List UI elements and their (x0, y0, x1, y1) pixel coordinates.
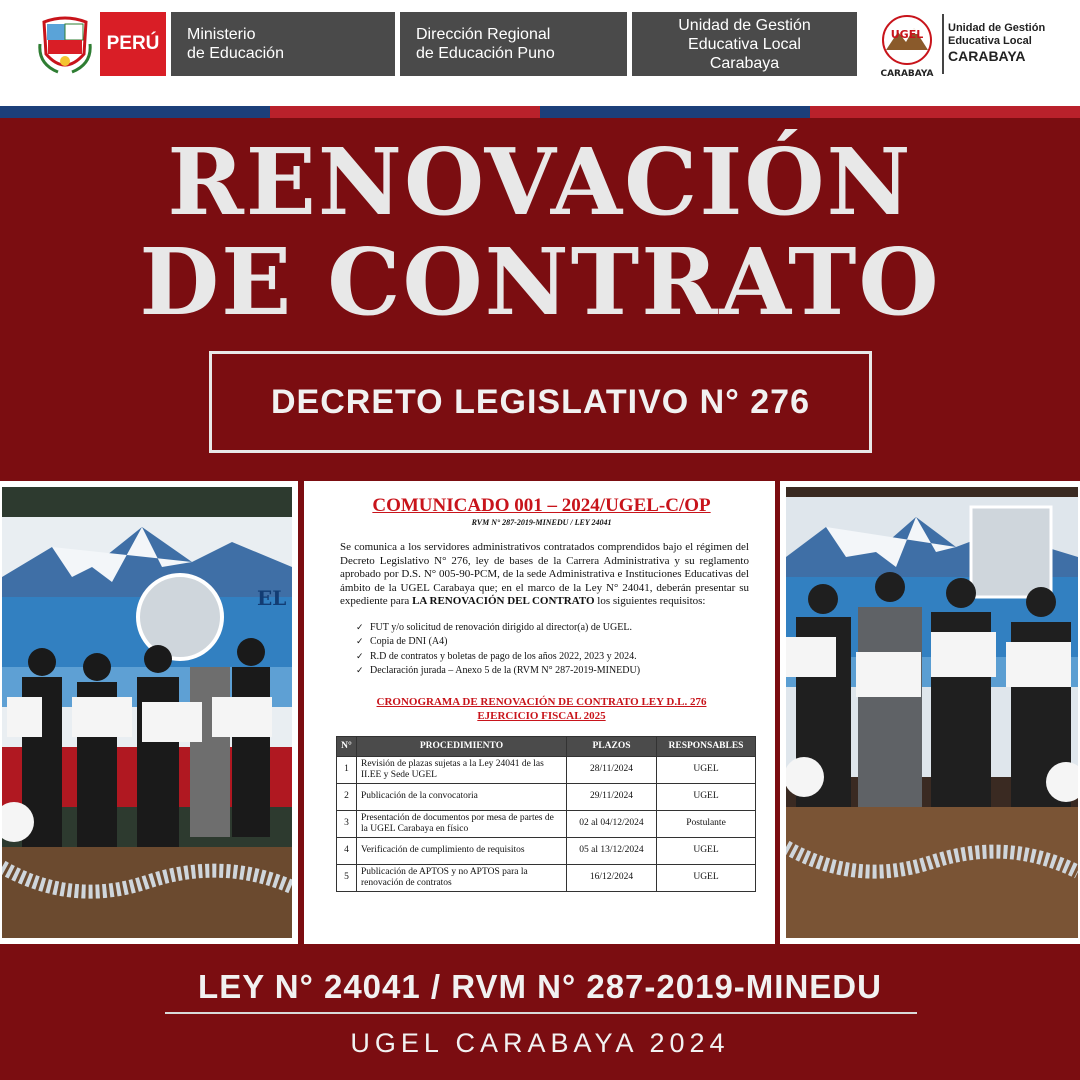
cell-responsable: UGEL (657, 783, 756, 810)
ministerio-box (171, 12, 395, 76)
table-row (337, 783, 756, 810)
cell-n: 2 (337, 783, 357, 810)
title-line1: RENOVACIÓN (167, 128, 913, 236)
unidad-line1: Unidad de Gestión (678, 16, 811, 34)
doc-subtitle: RVM N° 287-2019-MINEDU / LEY 24041 (471, 518, 612, 527)
direccion-line1: Dirección Regional (416, 26, 551, 43)
left-banner-text: EL (257, 586, 287, 610)
unidad-line2: Educativa Local (688, 35, 801, 53)
cell-procedimiento: Presentación de documentos por mesa de partes de la UGEL Carabaya en físico (357, 810, 567, 837)
title-line2: DE CONTRATO (139, 228, 941, 336)
unidad-box (632, 12, 857, 76)
table-row (337, 864, 756, 891)
ugel-year-text: UGEL CARABAYA 2024 (350, 1028, 730, 1058)
cronograma-line2: EJERCICIO FISCAL 2025 (477, 709, 606, 722)
doc-title: COMUNICADO 001 – 2024/UGEL-C/OP (372, 495, 711, 516)
ugel-side-line1: Unidad de Gestión (948, 22, 1046, 34)
doc-body (334, 541, 749, 609)
header-bar (0, 0, 1080, 118)
cell-responsable: UGEL (657, 837, 756, 864)
header-n: N° (337, 736, 357, 756)
header-procedimiento: PROCEDIMIENTO (357, 736, 567, 756)
doc-body-bold: LA RENOVACIÓN DEL CONTRATO (412, 595, 595, 608)
requisito-item: ✓ FUT y/o solicitud de renovación dirigido al director(a) de UGEL. (356, 621, 749, 636)
cronograma-title (334, 695, 749, 723)
direccion-line2: de Educación Puno (416, 45, 555, 62)
cronograma-line1: CRONOGRAMA DE RENOVACIÓN DE CONTRATO LEY D.L. 276 (376, 695, 707, 708)
cell-n: 3 (337, 810, 357, 837)
cell-procedimiento: Revisión de plazas sujetas a la Ley 24041 de las II.EE y Sede UGEL (357, 756, 567, 783)
cell-n: 5 (337, 864, 357, 891)
ceremony-photo-right-icon (786, 487, 1078, 938)
ugel-carabaya-logo-icon (872, 10, 942, 80)
cell-procedimiento: Publicación de APTOS y no APTOS para la renovación de contratos (357, 864, 567, 891)
ugel-side-text (948, 22, 1045, 64)
header-plazos: PLAZOS (567, 736, 657, 756)
table-header-row (337, 736, 756, 756)
footer-divider (165, 1012, 917, 1014)
unidad-line3: Carabaya (709, 54, 780, 72)
cell-procedimiento: Publicación de la convocatoria (357, 783, 567, 810)
table-row (337, 756, 756, 783)
cell-plazo: 28/11/2024 (567, 756, 657, 783)
ugel-side-line2: Educativa Local (948, 35, 1032, 47)
header-stripe (0, 106, 1080, 118)
requisito-item: ✓ Copia de DNI (A4) (356, 635, 749, 650)
ugel-logo-separator (942, 14, 944, 74)
ley-text: LEY N° 24041 / RVM N° 287-2019-MINEDU (198, 968, 882, 1005)
doc-body-before: Se comunica a los servidores administrativos contratados comprendidos bajo el régimen del Decreto Legislativo N° 276, ley de bases de la Carrera Administrativa y su reglamento aprobado por D.S. N° 005-90-PCM, de la sede Administrativa e Instituciones Educativas del ámbito de la UGEL Carabaya que; en el marco de la Ley N° 24041, deberán presentar su expediente para (340, 541, 749, 608)
ugel-logo-text: UGEL (890, 28, 924, 41)
header-responsables: RESPONSABLES (657, 736, 756, 756)
photo-right (780, 481, 1080, 944)
requisitos-list (334, 621, 749, 679)
requisito-item: ✓ Declaración jurada – Anexo 5 de la (RVM N° 287-2019-MINEDU) (356, 664, 749, 679)
photo-left (0, 481, 298, 944)
cell-plazo: 02 al 04/12/2024 (567, 810, 657, 837)
cell-responsable: UGEL (657, 864, 756, 891)
cell-n: 1 (337, 756, 357, 783)
ceremony-photo-left-icon (2, 487, 292, 938)
direccion-box (400, 12, 627, 76)
ugel-side-line3: CARABAYA (948, 48, 1026, 64)
peru-coat-of-arms-icon (38, 14, 92, 76)
ugel-logo-caption: CARABAYA (880, 69, 934, 79)
requisito-item: ✓ R.D de contratos y boletas de pago de los años 2022, 2023 y 2024. (356, 650, 749, 665)
table-row (337, 837, 756, 864)
cell-responsable: UGEL (657, 756, 756, 783)
decreto-box: DECRETO LEGISLATIVO N° 276 (209, 351, 872, 453)
ministerio-line1: Ministerio (187, 26, 256, 43)
cell-plazo: 16/12/2024 (567, 864, 657, 891)
cronograma-table (336, 736, 756, 892)
cell-responsable: Postulante (657, 810, 756, 837)
cell-procedimiento: Verificación de cumplimiento de requisitos (357, 837, 567, 864)
doc-body-after: los siguientes requisitos: (594, 595, 706, 608)
ministerio-line2: de Educación (187, 45, 284, 62)
cell-plazo: 29/11/2024 (567, 783, 657, 810)
comunicado-document (304, 481, 775, 944)
cell-n: 4 (337, 837, 357, 864)
cell-plazo: 05 al 13/12/2024 (567, 837, 657, 864)
table-row (337, 810, 756, 837)
peru-label: PERÚ (100, 12, 166, 76)
